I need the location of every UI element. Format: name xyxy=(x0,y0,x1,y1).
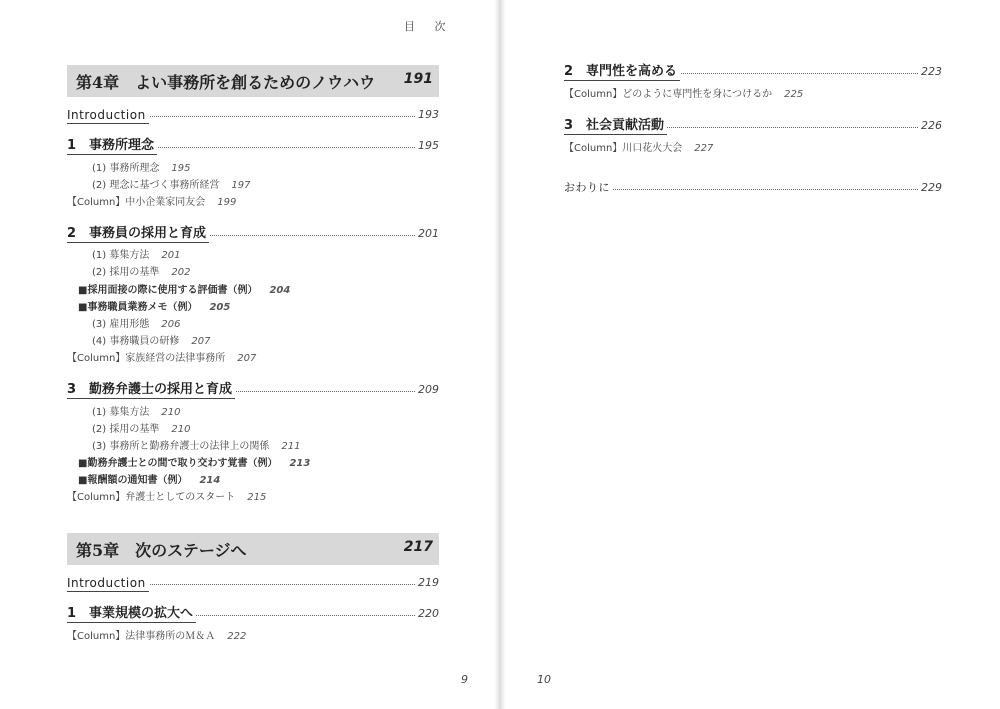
toc-subitem[interactable]: (3) 事務所と勤務弁護士の法律上の関係 211 xyxy=(92,441,301,452)
ch4-section-2-entry[interactable] xyxy=(67,226,439,244)
toc-column-item[interactable]: 【Column】法律事務所のＭ＆Ａ 222 xyxy=(67,631,247,642)
ch5-section-2-page: 223 xyxy=(921,65,942,78)
left-page xyxy=(0,0,494,709)
ch5-section-1-title: 1 事業規模の拡大へ xyxy=(67,606,196,623)
right-page-number: 10 xyxy=(537,673,551,686)
toc-subitem[interactable]: (3) 雇用形態 206 xyxy=(92,319,181,330)
ch4-section-1-page: 195 xyxy=(418,139,439,152)
chapter-5-heading[interactable] xyxy=(67,533,439,565)
ch4-introduction-page: 193 xyxy=(418,108,439,121)
ch5-section-1-entry[interactable] xyxy=(67,606,439,624)
ch5-section-2-title: 2 専門性を高める xyxy=(564,64,680,81)
book-gutter xyxy=(494,0,506,709)
toc-form-item[interactable]: ■採用面接の際に使用する評価書（例） 204 xyxy=(78,285,291,296)
toc-column-item[interactable]: 【Column】弁護士としてのスタート 215 xyxy=(67,492,267,503)
toc-column-item[interactable]: 【Column】家族経営の法律事務所 207 xyxy=(67,353,257,364)
toc-subitem[interactable]: (2) 採用の基準 210 xyxy=(92,424,191,435)
ch4-introduction-entry[interactable] xyxy=(67,107,439,125)
ch5-section-2-entry[interactable] xyxy=(564,64,942,82)
ch5-section-3-title: 3 社会貢献活動 xyxy=(564,118,667,135)
toc-subitem[interactable]: (1) 事務所理念 195 xyxy=(92,163,191,174)
chapter-4-title: 第4章 よい事務所を創るためのノウハウ xyxy=(76,73,376,92)
ch4-section-1-entry[interactable] xyxy=(67,138,439,156)
ch5-introduction-page: 219 xyxy=(418,576,439,589)
toc-subitem[interactable]: (1) 募集方法 201 xyxy=(92,250,181,261)
ch4-section-2-title: 2 事務員の採用と育成 xyxy=(67,226,209,243)
toc-column-item[interactable]: 【Column】川口花火大会 227 xyxy=(564,143,714,154)
ch4-introduction-title: Introduction xyxy=(67,107,149,124)
closing-entry[interactable] xyxy=(564,180,942,198)
chapter-5-title: 第5章 次のステージへ xyxy=(76,541,247,560)
ch5-introduction-title: Introduction xyxy=(67,575,149,592)
toc-subitem[interactable]: (1) 募集方法 210 xyxy=(92,407,181,418)
ch4-section-3-entry[interactable] xyxy=(67,382,439,400)
ch5-section-3-entry[interactable] xyxy=(564,118,942,136)
closing-title: おわりに xyxy=(564,180,613,196)
running-header: 目 次 xyxy=(404,20,454,33)
left-page-number: 9 xyxy=(461,673,468,686)
closing-page: 229 xyxy=(921,181,942,194)
chapter-4-page: 191 xyxy=(403,71,433,87)
toc-subitem[interactable]: (2) 理念に基づく事務所経営 197 xyxy=(92,180,251,191)
ch4-section-1-title: 1 事務所理念 xyxy=(67,138,157,155)
ch4-section-3-page: 209 xyxy=(418,383,439,396)
ch5-section-1-page: 220 xyxy=(418,607,439,620)
right-page xyxy=(506,0,1000,709)
toc-subitem[interactable]: (2) 採用の基準 202 xyxy=(92,267,191,278)
chapter-5-page: 217 xyxy=(403,539,433,555)
ch4-section-2-page: 201 xyxy=(418,227,439,240)
ch5-section-3-page: 226 xyxy=(921,119,942,132)
chapter-4-heading[interactable] xyxy=(67,65,439,97)
toc-column-item[interactable]: 【Column】中小企業家同友会 199 xyxy=(67,197,237,208)
toc-form-item[interactable]: ■事務職員業務メモ（例） 205 xyxy=(78,302,231,313)
toc-subitem[interactable]: (4) 事務職員の研修 207 xyxy=(92,336,211,347)
ch4-section-3-title: 3 勤務弁護士の採用と育成 xyxy=(67,382,235,399)
toc-form-item[interactable]: ■報酬額の通知書（例） 214 xyxy=(78,475,221,486)
leader-dots xyxy=(564,189,942,190)
ch5-introduction-entry[interactable] xyxy=(67,575,439,593)
toc-form-item[interactable]: ■勤務弁護士との間で取り交わす覚書（例） 213 xyxy=(78,458,311,469)
toc-column-item[interactable]: 【Column】どのように専門性を身につけるか 225 xyxy=(564,89,804,100)
